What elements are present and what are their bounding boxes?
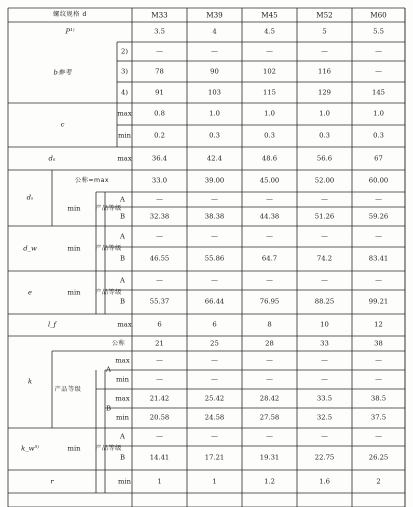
grade-b: B (120, 212, 125, 221)
value-cell: 28.42 (259, 394, 280, 403)
value-cell: 46.55 (149, 254, 170, 263)
value-cell: — (321, 356, 328, 365)
value-cell: 3.5 (154, 27, 165, 36)
value-cell: 21 (155, 339, 164, 348)
row-label-p: P¹⁾ (65, 27, 75, 36)
value-cell: 74.2 (316, 254, 333, 263)
value-cell: 45.00 (259, 176, 280, 185)
value-cell: 44.38 (259, 212, 280, 221)
value-cell: 5.5 (373, 27, 384, 36)
limit-min: min (67, 444, 81, 453)
value-cell: 1.2 (264, 477, 275, 486)
value-cell: — (375, 356, 382, 365)
value-cell: — (375, 276, 382, 285)
row-label-b-ref: b参考 (53, 68, 72, 77)
row-label-ds: dₛ (26, 193, 34, 202)
value-cell: — (211, 356, 218, 365)
value-cell: — (266, 276, 273, 285)
value-cell: 60.00 (368, 176, 389, 185)
value-cell: 90 (210, 67, 219, 76)
grade-b: B (120, 297, 125, 306)
grade-b: B (120, 453, 125, 462)
limit-max: max (117, 109, 132, 118)
value-cell: 33 (320, 339, 329, 348)
limit-max: max (117, 154, 132, 163)
value-cell: — (211, 47, 218, 56)
grade-a: A (120, 276, 125, 285)
note-4: 4) (121, 88, 128, 97)
value-cell: — (321, 375, 328, 384)
value-cell: — (211, 195, 218, 204)
value-cell: 19.31 (259, 453, 280, 462)
value-cell: — (156, 232, 163, 241)
grade-label: 产品等级 (54, 385, 82, 393)
value-cell: 1.6 (319, 477, 330, 486)
value-cell: — (266, 375, 273, 384)
value-cell: 66.44 (204, 297, 225, 306)
limit-min: min (67, 204, 81, 213)
value-cell: — (321, 232, 328, 241)
value-cell: 14.41 (149, 453, 170, 462)
value-cell: 42.4 (206, 154, 223, 163)
value-cell: — (156, 356, 163, 365)
note-3: 3) (121, 67, 128, 76)
header-size-M33: M33 (151, 10, 168, 20)
value-cell: 67 (374, 154, 383, 163)
value-cell: 0.3 (319, 131, 330, 140)
value-cell: 83.41 (368, 254, 389, 263)
limit-min: min (116, 375, 129, 384)
value-cell: — (266, 195, 273, 204)
value-cell: 6 (157, 320, 162, 329)
value-cell: 20.58 (149, 413, 170, 422)
value-cell: 88.25 (314, 297, 335, 306)
grade-a: A (120, 232, 125, 241)
value-cell: 1.0 (319, 109, 330, 118)
value-cell: 32.38 (149, 212, 170, 221)
value-cell: 1 (157, 477, 162, 486)
value-cell: 36.4 (151, 154, 168, 163)
value-cell: — (211, 432, 218, 441)
value-cell: 38.5 (370, 394, 387, 403)
value-cell: 8 (267, 320, 272, 329)
value-cell: 24.58 (204, 413, 225, 422)
value-cell: — (321, 432, 328, 441)
value-cell: 0.3 (264, 131, 275, 140)
value-cell: — (266, 47, 273, 56)
value-cell: 4.5 (264, 27, 275, 36)
value-cell: 38.38 (204, 212, 225, 221)
value-cell: 1.0 (209, 109, 220, 118)
value-cell: 56.6 (316, 154, 333, 163)
value-cell: 5 (322, 27, 327, 36)
value-cell: 103 (208, 88, 221, 97)
limit-max: max (115, 394, 130, 403)
value-cell: — (266, 232, 273, 241)
value-cell: 0.3 (209, 131, 220, 140)
row-label-k: k (27, 377, 33, 386)
grade-b: B (120, 254, 125, 263)
value-cell: 22.75 (314, 453, 335, 462)
grade-label: 产品等级 (95, 204, 122, 212)
value-cell: 21.42 (149, 394, 170, 403)
value-cell: — (375, 67, 382, 76)
value-cell: 102 (263, 67, 276, 76)
value-cell: — (156, 195, 163, 204)
value-cell: 129 (318, 88, 331, 97)
note-2: 2) (121, 47, 128, 56)
value-cell: 6 (212, 320, 217, 329)
value-cell: 99.21 (368, 297, 389, 306)
value-cell: 52.00 (314, 176, 335, 185)
value-cell: 145 (372, 88, 385, 97)
value-cell: — (321, 195, 328, 204)
value-cell: 0.3 (373, 131, 384, 140)
grade-a: A (120, 432, 125, 441)
row-label-lf: l_f (47, 320, 57, 329)
value-cell: 17.21 (204, 453, 225, 462)
limit-max: max (115, 356, 130, 365)
value-cell: 26.25 (368, 453, 389, 462)
limit-max: max (117, 320, 132, 329)
value-cell: — (211, 375, 218, 384)
value-cell: — (375, 432, 382, 441)
value-cell: 39.00 (204, 176, 225, 185)
value-cell: 33.5 (316, 394, 333, 403)
value-cell: — (266, 432, 273, 441)
value-cell: — (321, 276, 328, 285)
limit-min: min (67, 244, 81, 253)
value-cell: — (321, 47, 328, 56)
grade-label: 产品等级 (95, 288, 122, 296)
value-cell: — (156, 47, 163, 56)
value-cell: 38 (374, 339, 383, 348)
row-label-e: e (27, 288, 33, 297)
header-title: 螺纹规格 d (53, 10, 87, 18)
value-cell: 51.26 (314, 212, 335, 221)
value-cell: 55.37 (149, 297, 170, 306)
grade-b: B (106, 404, 111, 413)
value-cell: 33.0 (151, 176, 168, 185)
value-cell: — (266, 356, 273, 365)
value-cell: 55.86 (204, 254, 225, 263)
value-cell: 25 (210, 339, 219, 348)
row-label-kw: k_w⁵⁾ (21, 444, 39, 453)
value-cell: 27.58 (259, 413, 280, 422)
value-cell: 48.6 (261, 154, 278, 163)
ds-nominal: 公称=max (74, 176, 110, 184)
value-cell: 0.8 (154, 109, 165, 118)
value-cell: 76.95 (259, 297, 280, 306)
grade-label: 产品等级 (95, 444, 122, 452)
value-cell: — (375, 195, 382, 204)
value-cell: — (375, 47, 382, 56)
grade-a: A (120, 195, 125, 204)
value-cell: 1 (212, 477, 217, 486)
value-cell: — (156, 276, 163, 285)
header-size-M39: M39 (206, 10, 223, 20)
limit-min: min (118, 131, 131, 140)
value-cell: 10 (320, 320, 329, 329)
row-label-r: r (50, 477, 54, 486)
value-cell: 25.42 (204, 394, 225, 403)
value-cell: — (375, 232, 382, 241)
value-cell: 78 (155, 67, 164, 76)
value-cell: 59.26 (368, 212, 389, 221)
value-cell: 12 (374, 320, 383, 329)
value-cell: — (211, 276, 218, 285)
value-cell: — (156, 432, 163, 441)
row-label-da: dₐ (48, 154, 56, 163)
value-cell: 1.0 (373, 109, 384, 118)
row-label-c: c (60, 120, 65, 129)
k-nominal: 公称 (111, 339, 126, 347)
value-cell: 116 (318, 67, 331, 76)
grade-a: A (106, 365, 111, 374)
value-cell: 1.0 (264, 109, 275, 118)
limit-min: min (118, 477, 131, 486)
value-cell: 4 (212, 27, 217, 36)
value-cell: 2 (376, 477, 381, 486)
limit-min: min (67, 288, 81, 297)
header-size-M52: M52 (316, 10, 333, 20)
value-cell: — (375, 375, 382, 384)
grade-label: 产品等级 (95, 244, 122, 252)
value-cell: 28 (265, 339, 274, 348)
value-cell: — (211, 232, 218, 241)
value-cell: 32.5 (316, 413, 333, 422)
value-cell: 0.2 (154, 131, 165, 140)
limit-min: min (116, 413, 129, 422)
value-cell: — (156, 375, 163, 384)
header-size-M60: M60 (370, 10, 387, 20)
value-cell: 37.5 (370, 413, 387, 422)
value-cell: 64.7 (261, 254, 278, 263)
value-cell: 115 (263, 88, 276, 97)
row-label-dw: d_w (23, 244, 37, 253)
header-size-M45: M45 (261, 10, 278, 20)
value-cell: 91 (155, 88, 164, 97)
